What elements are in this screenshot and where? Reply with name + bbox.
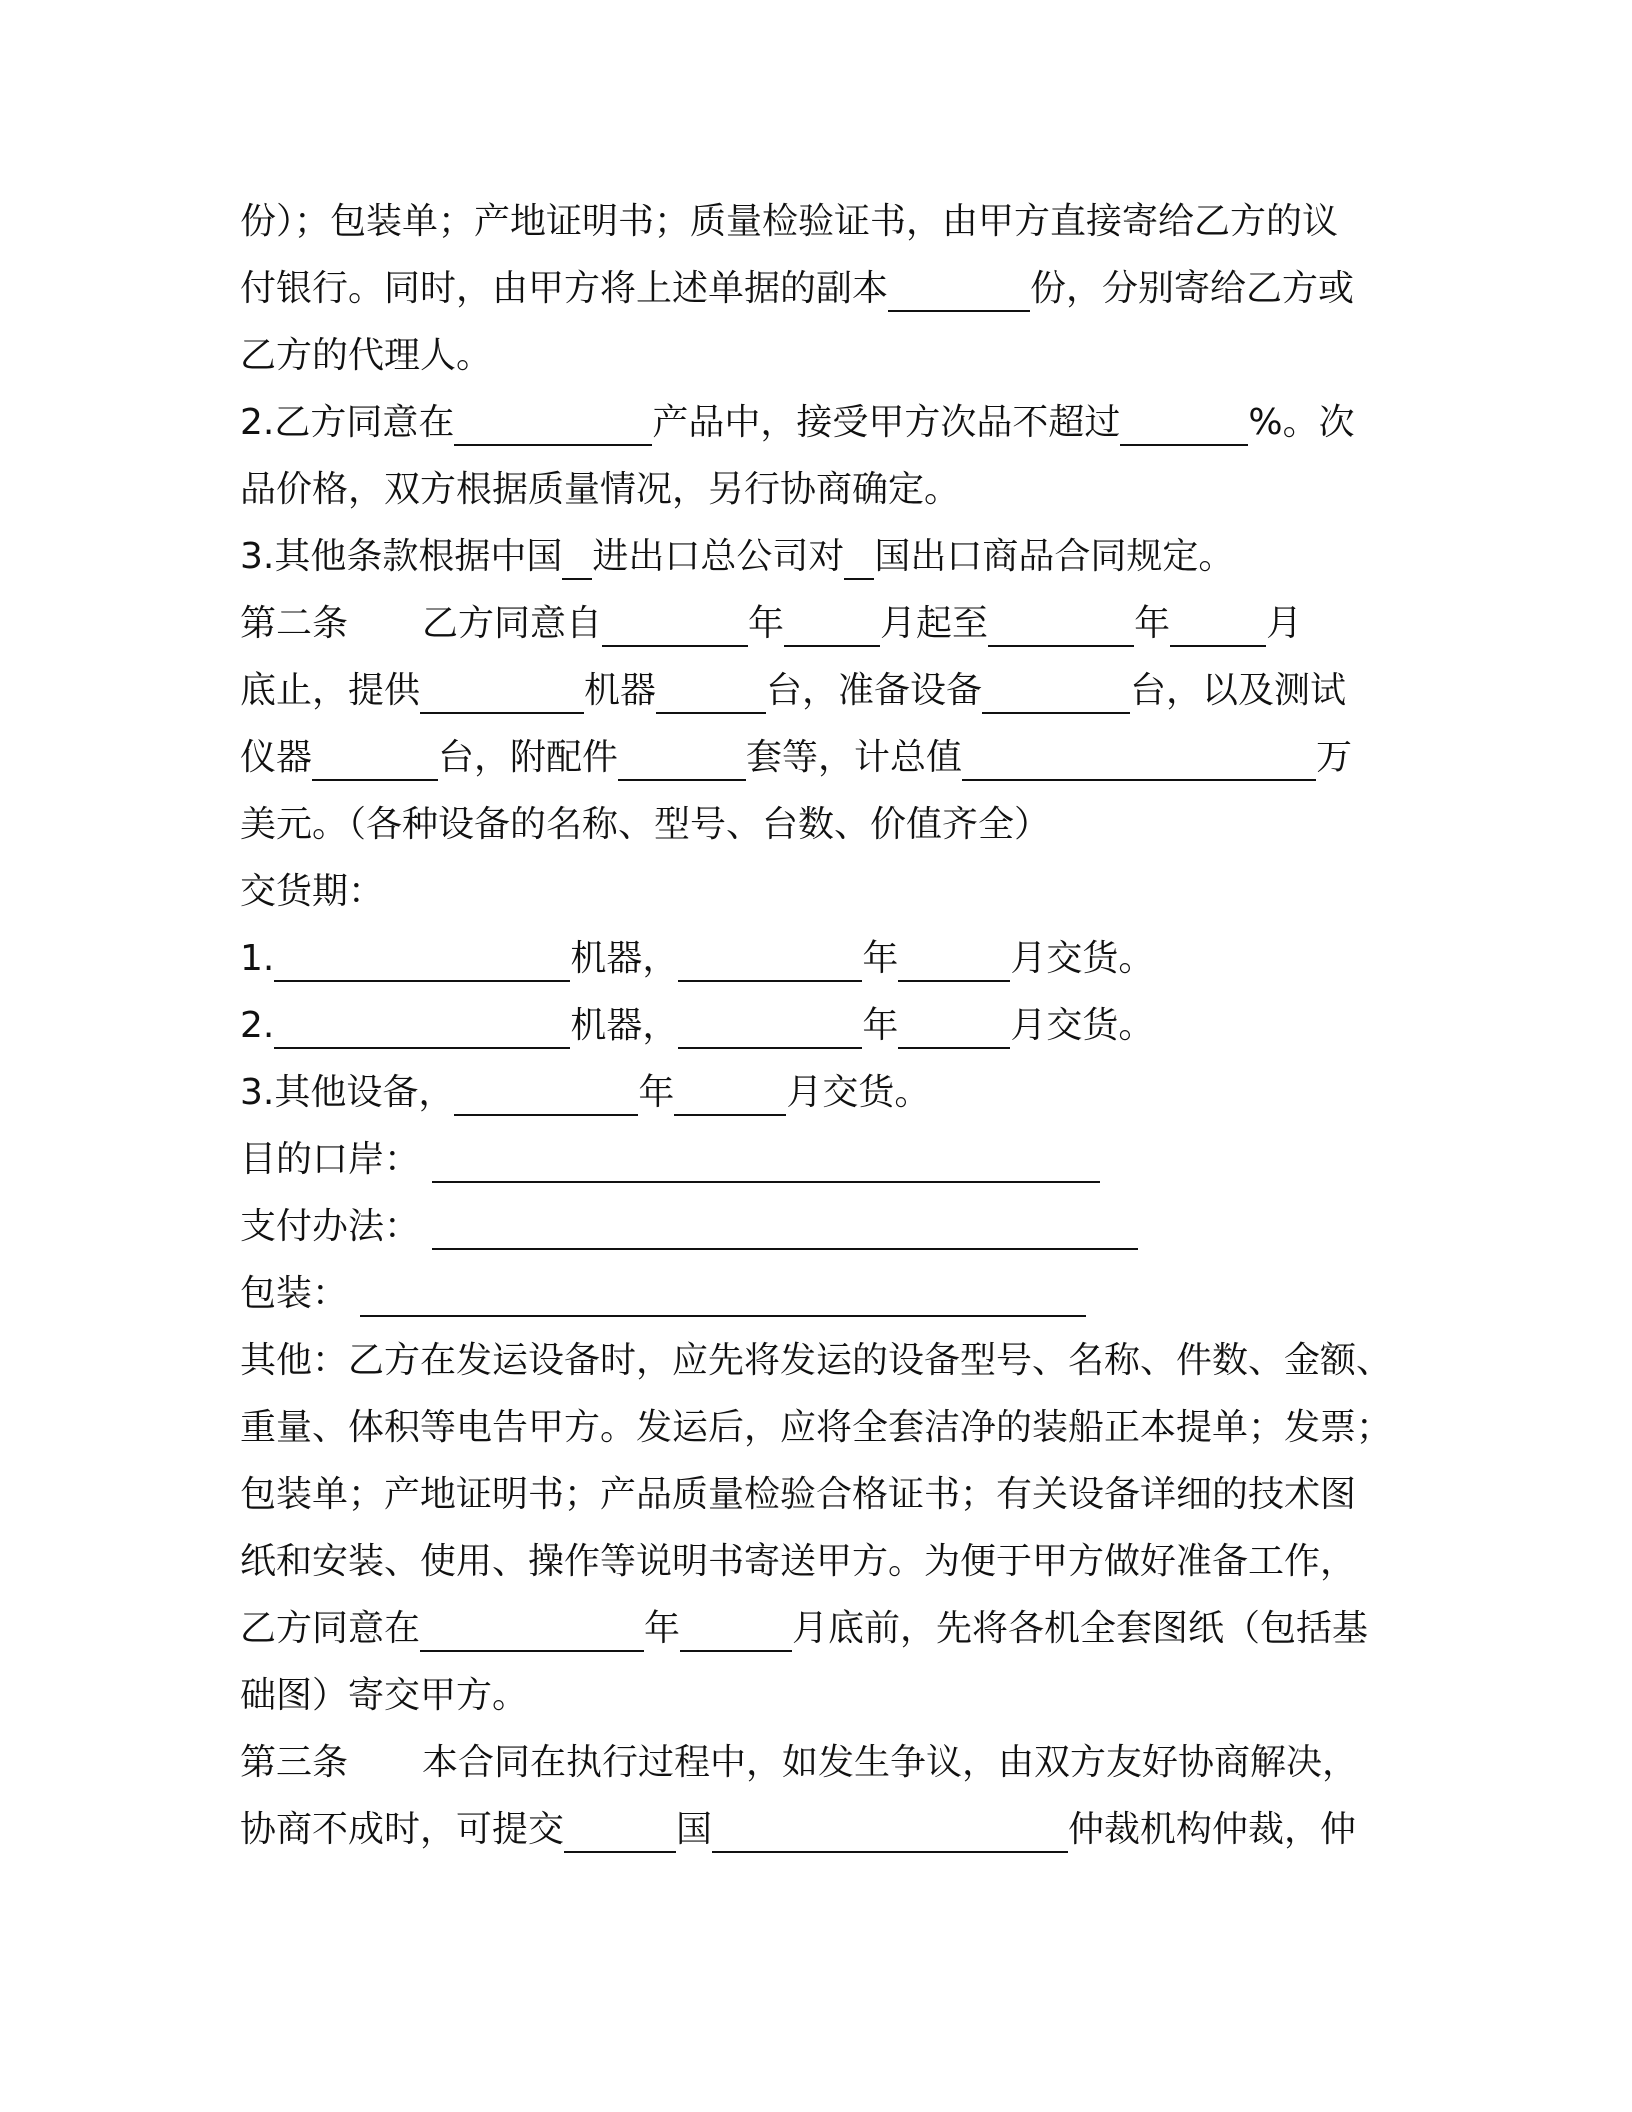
- text-line: [240, 1394, 1393, 1461]
- text-line: [240, 1260, 1390, 1327]
- text-segment: 年: [862, 1005, 899, 1046]
- text-line: [240, 456, 1390, 523]
- text-line: [240, 1327, 1393, 1394]
- fill-in-blank: [420, 1606, 644, 1652]
- text-segment: 重量、体积等电告甲方。发运后，应将全套洁净的装船正本提单；发票；: [240, 1407, 1393, 1448]
- text-segment: 台，准备设备: [766, 670, 983, 711]
- fill-in-blank: [274, 936, 570, 982]
- fill-in-blank: [656, 668, 766, 714]
- text-line: [240, 1193, 1390, 1260]
- text-segment: 乙方同意在: [240, 1608, 421, 1649]
- text-segment: 年: [748, 603, 785, 644]
- text-line: [240, 1662, 1390, 1729]
- text-segment: 年: [638, 1072, 675, 1113]
- article-number: 第三条: [240, 1742, 349, 1783]
- text-segment: 机器，: [570, 938, 679, 979]
- text-line: [240, 1126, 1390, 1193]
- text-segment: 乙方同意自: [422, 603, 603, 644]
- text-segment: 套等，计总值: [746, 737, 963, 778]
- text-line: [240, 657, 1390, 724]
- text-line: [240, 1595, 1390, 1662]
- text-line: [240, 1729, 1390, 1796]
- text-line: [240, 724, 1390, 791]
- field-label: 目的口岸：: [240, 1139, 421, 1180]
- text-segment: 年: [862, 938, 899, 979]
- text-segment: 月交货。: [786, 1072, 931, 1113]
- text-line: [240, 992, 1390, 1059]
- text-line: [240, 322, 1390, 389]
- text-segment: 纸和安装、使用、操作等说明书寄送甲方。为便于甲方做好准备工作，: [240, 1541, 1357, 1582]
- fill-in-blank: [618, 735, 746, 781]
- text-segment: 产品中，接受甲方次品不超过: [652, 402, 1121, 443]
- text-line: [240, 255, 1390, 322]
- fill-in-blank: [680, 1606, 792, 1652]
- fill-in-blank: [454, 1070, 638, 1116]
- text-segment: 品价格，双方根据质量情况，另行协商确定。: [240, 469, 961, 510]
- text-line: [240, 1461, 1390, 1528]
- fill-in-blank: [674, 1070, 786, 1116]
- text-line: [240, 1796, 1390, 1863]
- text-line: [240, 389, 1390, 456]
- fill-in-blank: [562, 534, 592, 580]
- fill-in-blank: [678, 1003, 862, 1049]
- text-segment: %。次: [1248, 402, 1355, 443]
- article-number: 第二条: [240, 603, 349, 644]
- fill-in-blank: [982, 668, 1130, 714]
- fill-in-blank: [784, 601, 880, 647]
- text-segment: 其他：乙方在发运设备时，应先将发运的设备型号、名称、件数、金额、: [240, 1340, 1393, 1381]
- text-segment: 年: [1134, 603, 1171, 644]
- fill-in-blank: [1170, 601, 1266, 647]
- text-line: [240, 1528, 1390, 1595]
- fill-in-blank: [564, 1807, 676, 1853]
- fill-in-blank: [898, 1003, 1010, 1049]
- section-heading: 交货期：: [240, 871, 385, 912]
- fill-in-blank: [888, 266, 1030, 312]
- text-segment: 乙方的代理人。: [240, 335, 493, 376]
- list-number: 2.: [240, 1005, 275, 1046]
- field-label: 包装：: [240, 1273, 349, 1314]
- text-segment: 包装单；产地证明书；产品质量检验合格证书；有关设备详细的技术图: [240, 1474, 1357, 1515]
- text-segment: 月起至: [880, 603, 989, 644]
- fill-in-blank: [844, 534, 874, 580]
- text-segment: 仪器: [240, 737, 313, 778]
- text-segment: 美元。（各种设备的名称、型号、台数、价值齐全）: [240, 804, 1051, 845]
- text-segment: 进出口总公司对: [592, 536, 845, 577]
- text-segment: 3.其他条款根据中国: [240, 536, 563, 577]
- text-segment: 台，以及测试: [1130, 670, 1347, 711]
- text-segment: 月: [1266, 603, 1303, 644]
- fill-in-blank: [432, 1204, 1138, 1250]
- fill-in-blank: [898, 936, 1010, 982]
- text-segment: 国: [676, 1809, 713, 1850]
- text-line: [240, 1059, 1390, 1126]
- fill-in-blank: [988, 601, 1134, 647]
- text-line: [240, 858, 1390, 925]
- fill-in-blank: [454, 400, 652, 446]
- fill-in-blank: [274, 1003, 570, 1049]
- text-segment: 仲裁机构仲裁，仲: [1068, 1809, 1357, 1850]
- fill-in-blank: [420, 668, 584, 714]
- fill-in-blank: [312, 735, 438, 781]
- text-segment: 2.乙方同意在: [240, 402, 455, 443]
- fill-in-blank: [432, 1137, 1100, 1183]
- fill-in-blank: [360, 1271, 1086, 1317]
- text-segment: 础图）寄交甲方。: [240, 1675, 529, 1716]
- text-segment: 份，分别寄给乙方或: [1030, 268, 1355, 309]
- text-segment: 年: [644, 1608, 681, 1649]
- fill-in-blank: [678, 936, 862, 982]
- text-segment: 3.其他设备，: [240, 1072, 455, 1113]
- fill-in-blank: [712, 1807, 1068, 1853]
- text-segment: 协商不成时，可提交: [240, 1809, 565, 1850]
- fill-in-blank: [1120, 400, 1248, 446]
- text-line: [240, 590, 1390, 657]
- text-line: [240, 188, 1390, 255]
- text-line: [240, 523, 1390, 590]
- text-segment: 付银行。同时，由甲方将上述单据的副本: [240, 268, 889, 309]
- text-segment: 月交货。: [1010, 938, 1155, 979]
- fill-in-blank: [602, 601, 748, 647]
- text-segment: 本合同在执行过程中，如发生争议，由双方友好协商解决，: [422, 1742, 1359, 1783]
- text-segment: 台，附配件: [438, 737, 619, 778]
- text-segment: 月交货。: [1010, 1005, 1155, 1046]
- fill-in-blank: [962, 735, 1316, 781]
- text-segment: 底止，提供: [240, 670, 421, 711]
- text-line: [240, 791, 1390, 858]
- text-segment: 机器: [584, 670, 657, 711]
- text-segment: 份）；包装单；产地证明书；质量检验证书，由甲方直接寄给乙方的议: [240, 201, 1339, 242]
- text-segment: 万: [1316, 737, 1353, 778]
- text-segment: 国出口商品合同规定。: [874, 536, 1235, 577]
- list-number: 1.: [240, 938, 275, 979]
- contract-page: [240, 188, 1393, 1863]
- text-segment: 月底前，先将各机全套图纸（包括基: [792, 1608, 1369, 1649]
- field-label: 支付办法：: [240, 1206, 421, 1247]
- text-line: [240, 925, 1390, 992]
- text-segment: 机器，: [570, 1005, 679, 1046]
